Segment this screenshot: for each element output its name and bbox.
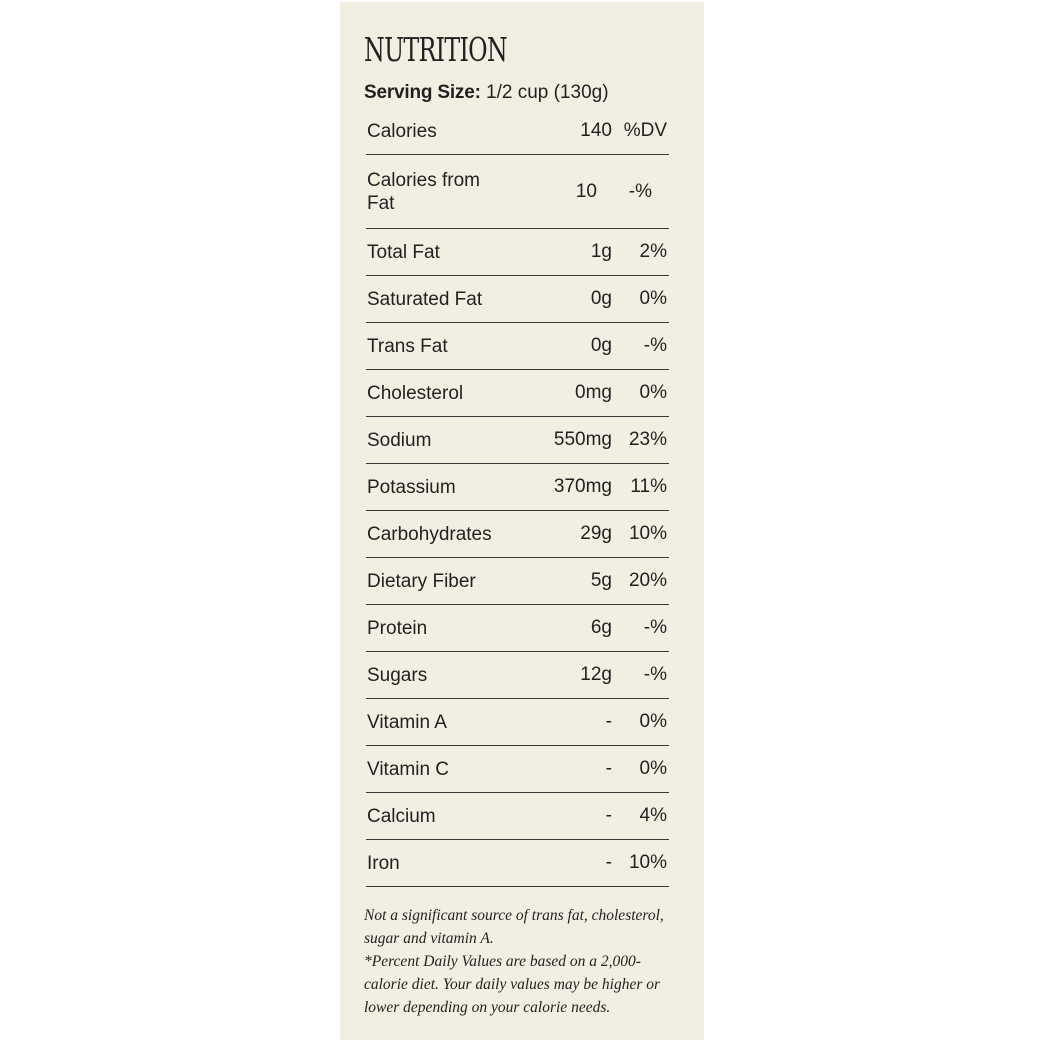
nutrient-daily-value: -% <box>628 180 652 202</box>
nutrient-daily-value: 23% <box>628 429 667 450</box>
nutrient-amount: 1g <box>590 241 612 262</box>
nutrient-amount: 6g <box>590 617 612 638</box>
nutrient-amount: 0g <box>590 288 612 309</box>
nutrient-daily-value: 4% <box>639 805 667 826</box>
nutrition-row <box>366 155 669 229</box>
nutrient-amount: 140 <box>580 120 612 141</box>
nutrition-title: NUTRITION <box>364 30 507 69</box>
nutrition-row <box>366 558 669 605</box>
nutrition-row <box>366 276 669 323</box>
nutrient-name: Carbohydrates <box>367 523 492 545</box>
nutrient-daily-value: 0% <box>639 288 667 309</box>
nutrient-name: Dietary Fiber <box>367 570 476 592</box>
nutrient-amount: 10 <box>575 180 597 202</box>
nutrient-daily-value: %DV <box>623 120 667 141</box>
nutrient-daily-value: 11% <box>630 476 667 497</box>
nutrient-name: Calories from Fat <box>367 169 480 214</box>
nutrition-table <box>366 108 669 887</box>
nutrition-row <box>366 229 669 276</box>
nutrient-amount: 550mg <box>553 429 612 450</box>
nutrient-daily-value: 0% <box>639 758 667 779</box>
nutrient-daily-value: -% <box>643 617 667 638</box>
nutrient-daily-value: 20% <box>628 570 667 591</box>
nutrient-name: Total Fat <box>367 241 440 263</box>
nutrient-amount: 12g <box>580 664 612 685</box>
nutrient-amount: 0g <box>590 335 612 356</box>
nutrition-row <box>366 370 669 417</box>
nutrition-row <box>366 793 669 840</box>
nutrition-row <box>366 699 669 746</box>
nutrient-amount: 0mg <box>575 382 612 403</box>
nutrition-row <box>366 511 669 558</box>
nutrient-daily-value: 2% <box>639 241 667 262</box>
nutrition-panel <box>340 2 704 1040</box>
nutrient-name: Trans Fat <box>367 335 448 357</box>
footnote-daily-values: *Percent Daily Values are based on a 2,000-calorie diet. Your daily values may be higher or lower depending on your calorie needs. <box>364 953 661 1016</box>
nutrient-name: Iron <box>367 852 400 874</box>
nutrient-name: Sugars <box>367 664 428 686</box>
nutrient-name: Saturated Fat <box>367 288 483 310</box>
nutrient-name: Potassium <box>367 476 456 498</box>
nutrient-amount: 29g <box>580 523 612 544</box>
nutrient-amount: - <box>605 805 612 826</box>
footnote-not-significant: Not a significant source of trans fat, cholesterol, sugar and vitamin A. <box>364 907 664 947</box>
serving-size-value: 1/2 cup (130g) <box>486 82 609 103</box>
nutrient-name: Vitamin C <box>367 758 450 780</box>
nutrition-row <box>366 323 669 370</box>
nutrition-row <box>366 652 669 699</box>
serving-size-label: Serving Size: <box>364 82 481 103</box>
nutrient-name: Sodium <box>367 429 432 451</box>
nutrient-amount: 370mg <box>553 476 612 497</box>
nutrient-daily-value: 10% <box>628 852 667 873</box>
nutrition-row <box>366 417 669 464</box>
nutrient-name: Vitamin A <box>367 711 447 733</box>
nutrition-row <box>366 840 669 887</box>
nutrient-daily-value: 10% <box>628 523 667 544</box>
nutrient-daily-value: -% <box>643 335 667 356</box>
nutrient-name: Calories <box>367 120 437 142</box>
nutrient-daily-value: 0% <box>639 382 667 403</box>
nutrition-row <box>366 108 669 155</box>
nutrient-daily-value: 0% <box>639 711 667 732</box>
nutrient-name: Cholesterol <box>367 382 464 404</box>
nutrient-amount: - <box>605 711 612 732</box>
nutrient-daily-value: -% <box>643 664 667 685</box>
nutrient-name: Calcium <box>367 805 436 827</box>
footnotes <box>364 904 674 1019</box>
nutrition-row <box>366 464 669 511</box>
nutrition-row <box>366 605 669 652</box>
nutrient-amount: - <box>605 758 612 779</box>
nutrient-name: Protein <box>367 617 428 639</box>
nutrition-row <box>366 746 669 793</box>
serving-size <box>364 82 609 104</box>
nutrient-amount: - <box>605 852 612 873</box>
nutrient-amount: 5g <box>590 570 612 591</box>
